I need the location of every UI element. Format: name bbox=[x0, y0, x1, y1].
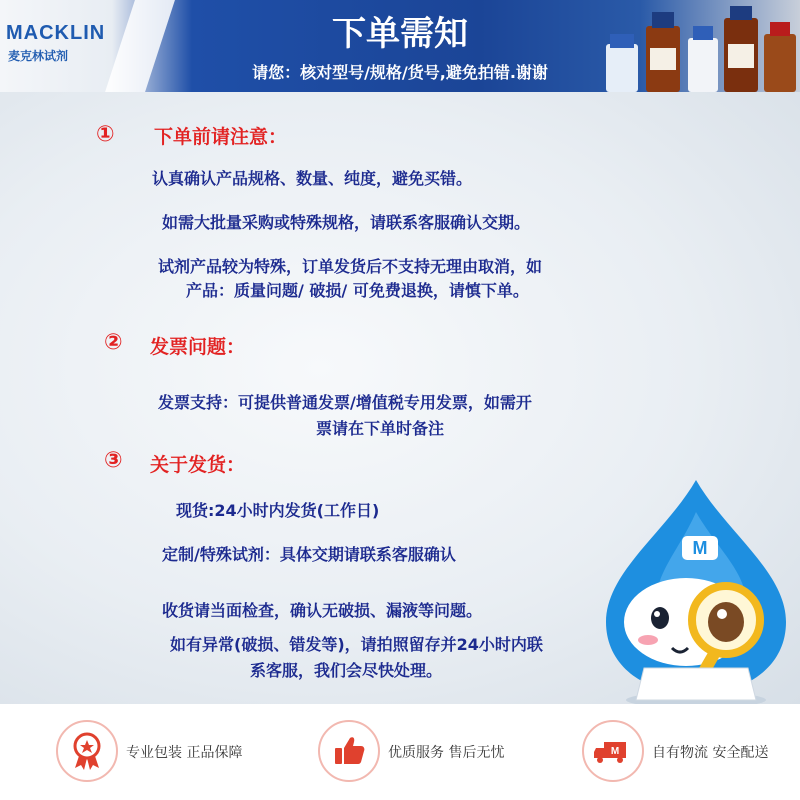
section-2-title: 发票问题： bbox=[150, 336, 246, 358]
section-1-line-3: 试剂产品较为特殊，订单发货后不支持无理由取消，如 bbox=[158, 257, 543, 276]
reagent-bottles-image bbox=[600, 4, 800, 92]
banner-stripe bbox=[105, 0, 175, 92]
feature-icon-circle bbox=[318, 720, 380, 782]
section-3-line-5: 系客服，我们会尽快处理。 bbox=[250, 661, 443, 680]
feature-icon-circle bbox=[56, 720, 118, 782]
svg-text:M: M bbox=[610, 746, 620, 757]
brand-logo-subtitle: 麦克林试剂 bbox=[8, 49, 69, 63]
section-2-line-2: 票请在下单时备注 bbox=[316, 419, 445, 438]
section-3-line-1: 现货:24小时内发货(工作日) bbox=[176, 501, 380, 520]
section-3-line-3: 收货请当面检查，确认无破损、漏液等问题。 bbox=[162, 601, 483, 620]
banner-subtitle: 请您：核对型号/规格/货号,避免拍错.谢谢 bbox=[252, 63, 548, 82]
feature-label-service: 优质服务 售后无忧 bbox=[388, 745, 505, 761]
features-footer bbox=[0, 704, 800, 800]
banner-title: 下单需知 bbox=[332, 14, 468, 54]
header-banner bbox=[0, 0, 800, 92]
section-3-line-2: 定制/特殊试剂：具体交期请联系客服确认 bbox=[162, 545, 456, 564]
section-1-number: ① bbox=[96, 122, 115, 147]
section-2-line-1: 发票支持：可提供普通发票/增值税专用发票，如需开 bbox=[158, 393, 532, 412]
award-ribbon-icon bbox=[58, 722, 116, 780]
feature-label-packaging: 专业包装 正品保障 bbox=[126, 745, 243, 761]
thumbs-up-icon bbox=[320, 722, 378, 780]
section-3-line-4: 如有异常(破损、错发等)，请拍照留存并24小时内联 bbox=[170, 635, 543, 654]
section-1-line-4: 产品：质量问题/ 破损/ 可免费退换，请慎下单。 bbox=[186, 281, 529, 300]
section-1-line-1: 认真确认产品规格、数量、纯度，避免买错。 bbox=[152, 169, 473, 188]
mascot-badge: M bbox=[692, 538, 708, 558]
delivery-truck-icon bbox=[584, 722, 642, 780]
mascot-droplet-image bbox=[596, 472, 796, 712]
section-1-line-2: 如需大批量采购或特殊规格，请联系客服确认交期。 bbox=[162, 213, 531, 232]
feature-icon-circle bbox=[582, 720, 644, 782]
feature-label-logistics: 自有物流 安全配送 bbox=[652, 745, 769, 761]
section-2-number: ② bbox=[104, 330, 123, 355]
brand-logo: MACKLIN bbox=[6, 22, 106, 44]
section-3-number: ③ bbox=[104, 448, 123, 473]
section-3-title: 关于发货： bbox=[150, 454, 246, 476]
section-1-title: 下单前请注意： bbox=[154, 126, 288, 148]
